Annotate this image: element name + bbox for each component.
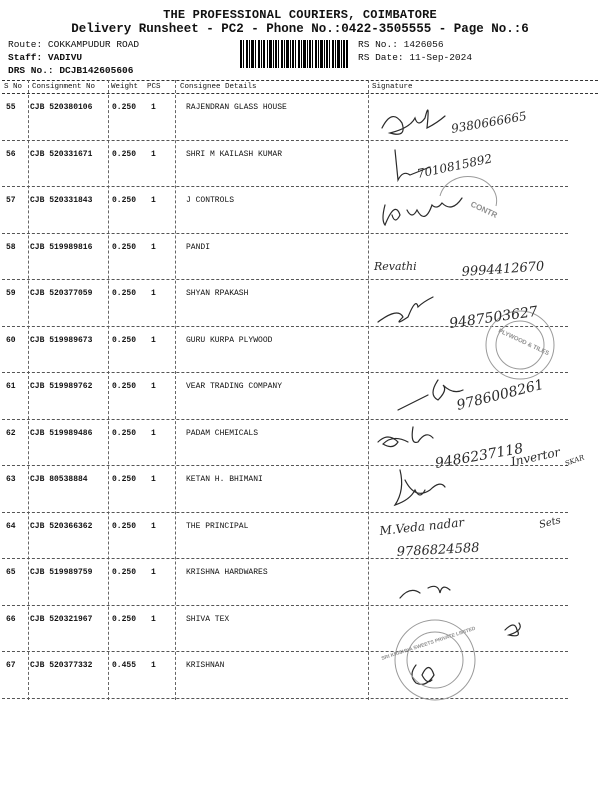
row-divider: [2, 698, 568, 699]
stamp-57-text: CONTR: [469, 199, 499, 220]
staff-label: Staff:: [8, 52, 43, 63]
drs-label: DRS No.:: [8, 65, 54, 76]
row-consignee: PANDI: [186, 242, 211, 252]
col-sno: S No: [4, 83, 23, 91]
col-pcs: PCS: [147, 83, 161, 91]
col-weight: Weight: [111, 83, 139, 91]
row-pcs: 1: [151, 614, 156, 624]
row-consignee: VEAR TRADING COMPANY: [186, 382, 283, 391]
row-consignment-no: CJB 520366362: [30, 521, 93, 531]
row-sno: 62: [6, 428, 16, 438]
row-sno: 57: [6, 196, 16, 205]
row-sno: 58: [6, 242, 16, 252]
row-consignee: J CONTROLS: [186, 196, 235, 205]
top-rule: [2, 80, 598, 81]
row-divider: [2, 372, 568, 373]
rs-date-value: 11-Sep-2024: [409, 52, 473, 63]
route-info: [8, 38, 139, 77]
rs-no-label: RS No.:: [358, 39, 398, 50]
row-consignee: PADAM CHEMICALS: [186, 428, 259, 438]
table-row: [0, 95, 600, 142]
row-consignment-no: CJB 520331671: [30, 149, 93, 159]
row-consignee: SHIVA TEX: [186, 614, 230, 624]
handwriting-note-62: Invertor: [509, 444, 562, 469]
row-weight: 0.250: [112, 196, 137, 205]
table-row: [0, 607, 600, 654]
row-consignee: SHYAN RPAKASH: [186, 289, 249, 298]
row-consignment-no: CJB 519989762: [30, 382, 93, 391]
row-sno: 55: [6, 103, 16, 112]
row-pcs: 1: [151, 335, 156, 345]
barcode: [240, 40, 348, 68]
stamp-60-text: PLYWOOD & TILES: [497, 328, 550, 358]
row-pcs: 1: [151, 196, 156, 205]
row-weight: 0.250: [112, 614, 137, 624]
row-consignment-no: CJB 519989759: [30, 568, 93, 577]
row-pcs: 1: [151, 289, 156, 298]
rs-date-label: RS Date:: [358, 52, 404, 63]
row-consignment-no: CJB 520377332: [30, 661, 93, 670]
row-consignment-no: CJB 520377059: [30, 289, 93, 298]
col-consignment: Consignment No: [32, 83, 96, 91]
row-consignee: THE PRINCIPAL: [186, 521, 249, 531]
row-divider: [2, 326, 568, 327]
row-pcs: 1: [151, 242, 156, 252]
handwriting-name-58: Revathi: [374, 260, 417, 273]
row-sno: 61: [6, 382, 16, 391]
row-consignee: KRISHNAN: [186, 661, 225, 670]
col-consignee: Consignee Details: [180, 83, 257, 91]
table-row: [0, 374, 600, 421]
row-consignee: SHRI M KAILASH KUMAR: [186, 149, 283, 159]
row-sno: 56: [6, 149, 16, 159]
table-row: [0, 467, 600, 514]
table-row: [0, 514, 600, 561]
row-weight: 0.250: [112, 568, 137, 577]
row-weight: 0.250: [112, 475, 137, 484]
row-consignee: RAJENDRAN GLASS HOUSE: [186, 103, 287, 112]
row-consignment-no: CJB 519989486: [30, 428, 93, 438]
row-consignment-no: CJB 519989816: [30, 242, 93, 252]
handwriting-phone-56: 7010815892: [415, 151, 494, 181]
header-rule: [2, 93, 598, 94]
row-pcs: 1: [151, 661, 156, 670]
row-weight: 0.250: [112, 521, 137, 531]
row-pcs: 1: [151, 521, 156, 531]
table-row: [0, 421, 600, 468]
row-divider: [2, 512, 568, 513]
route-value: COKKAMPUDUR ROAD: [47, 39, 140, 50]
rs-no-value: 1426056: [403, 39, 444, 50]
row-pcs: 1: [151, 568, 156, 577]
company-title: THE PROFESSIONAL COURIERS, COIMBATORE: [163, 8, 437, 22]
table-row: [0, 142, 600, 189]
row-consignment-no: CJB 519989673: [30, 335, 93, 345]
stamp-66-text: SRI KRISHNA SWEETS PRIVATE LIMITED: [380, 625, 477, 662]
row-consignee: GURU KURPA PLYWOOD: [186, 335, 273, 345]
row-divider: [2, 558, 568, 559]
col-signature: Signature: [372, 83, 413, 91]
handwriting-note-64: Sets: [538, 514, 562, 531]
row-consignment-no: CJB 520321967: [30, 614, 93, 624]
row-consignee: KRISHNA HARDWARES: [186, 568, 268, 577]
row-divider: [2, 465, 568, 466]
row-pcs: 1: [151, 382, 156, 391]
table-row: [0, 560, 600, 607]
row-consignment-no: CJB 80538884: [30, 475, 88, 484]
row-divider: [2, 279, 568, 280]
rs-info: [358, 38, 472, 64]
row-divider: [2, 233, 568, 234]
row-pcs: 1: [151, 103, 156, 112]
row-divider: [2, 651, 568, 652]
row-weight: 0.250: [112, 289, 137, 298]
row-consignment-no: CJB 520380106: [30, 103, 93, 112]
row-sno: 59: [6, 289, 16, 298]
row-divider: [2, 419, 568, 420]
row-weight: 0.250: [112, 103, 137, 112]
runsheet-subtitle: Delivery Runsheet - PC2 - Phone No.:0422-3505555 - Page No.:6: [71, 22, 529, 36]
row-divider: [2, 140, 568, 141]
handwriting-phone-55: 9380666665: [450, 108, 528, 136]
route-label: Route:: [8, 39, 43, 50]
row-consignment-no: CJB 520331843: [30, 196, 93, 205]
table-row: [0, 188, 600, 235]
row-consignee: KETAN H. BHIMANI: [186, 475, 263, 484]
table-row: [0, 235, 600, 282]
row-weight: 0.250: [112, 382, 137, 391]
row-weight: 0.250: [112, 242, 137, 252]
handwriting-name-64: M.Veda nadar: [378, 515, 465, 538]
row-sno: 63: [6, 475, 16, 484]
handwriting-phone-62: 9486237118: [433, 440, 525, 472]
row-weight: 0.250: [112, 428, 137, 438]
row-divider: [2, 186, 568, 187]
row-pcs: 1: [151, 149, 156, 159]
handwriting-phone-58: 9994412670: [461, 259, 545, 280]
row-weight: 0.455: [112, 661, 137, 670]
handwriting-note-62b: SKAR: [563, 453, 586, 468]
row-divider: [2, 605, 568, 606]
row-pcs: 1: [151, 428, 156, 438]
row-sno: 60: [6, 335, 16, 345]
handwriting-phone-61: 9786008261: [455, 376, 546, 414]
row-sno: 64: [6, 521, 16, 531]
row-weight: 0.250: [112, 335, 137, 345]
handwriting-phone-59: 9487503627: [448, 303, 539, 332]
table-row: [0, 653, 600, 700]
table-row: [0, 281, 600, 328]
row-pcs: 1: [151, 475, 156, 484]
drs-value: DCJB142605606: [59, 65, 134, 76]
table-row: [0, 328, 600, 375]
handwriting-phone-64: 9786824588: [396, 540, 480, 560]
row-sno: 67: [6, 661, 16, 670]
row-weight: 0.250: [112, 149, 137, 159]
row-sno: 66: [6, 614, 16, 624]
row-sno: 65: [6, 568, 16, 577]
staff-value: VADIVU: [47, 52, 83, 63]
